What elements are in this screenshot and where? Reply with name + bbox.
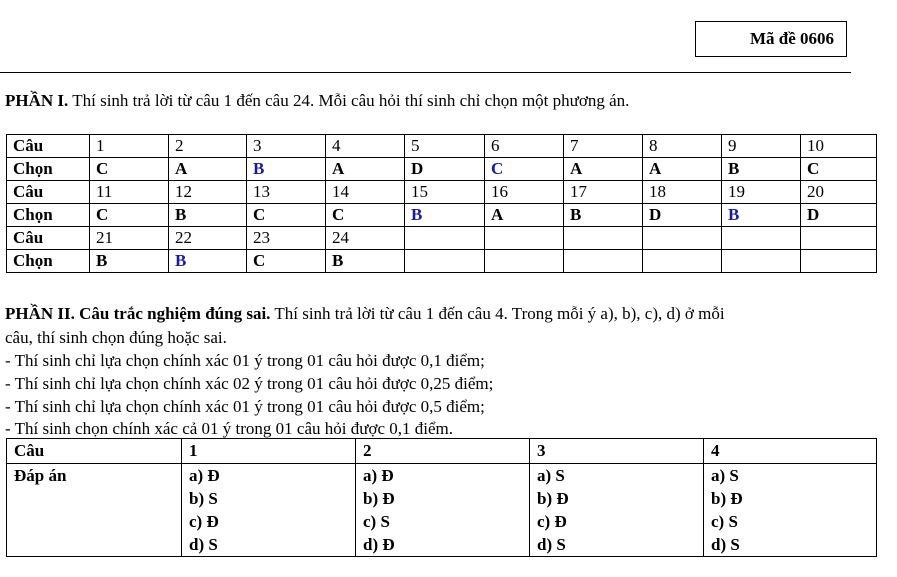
- question-number: 4: [704, 439, 877, 464]
- answer-choice: B: [722, 158, 801, 181]
- question-number: 6: [485, 135, 564, 158]
- question-number: 14: [326, 181, 405, 204]
- sub-answer: b) Đ: [537, 489, 569, 508]
- scoring-rule: - Thí sinh chọn chính xác cả 01 ý trong 01 câu hỏi được 0,1 điểm.: [5, 419, 453, 438]
- question-number: 24: [326, 227, 405, 250]
- answer-choice: B: [169, 204, 247, 227]
- question-number: 1: [90, 135, 169, 158]
- question-number: 3: [247, 135, 326, 158]
- choice-row: [7, 204, 877, 227]
- part1-title: PHẦN I.: [5, 91, 69, 110]
- answer-choice: A: [169, 158, 247, 181]
- question-number: 16: [485, 181, 564, 204]
- answer-choice: D: [643, 204, 722, 227]
- question-number: 15: [405, 181, 485, 204]
- question-number: 1: [182, 439, 356, 464]
- question-number: 8: [643, 135, 722, 158]
- question-number: 20: [801, 181, 877, 204]
- question-number: 10: [801, 135, 877, 158]
- question-number: 22: [169, 227, 247, 250]
- row-label-answer: Đáp án: [7, 464, 182, 557]
- answer-choice: C: [247, 250, 326, 273]
- sub-answer: c) Đ: [537, 512, 567, 531]
- question-number: 21: [90, 227, 169, 250]
- sub-answer: b) Đ: [363, 489, 395, 508]
- part1-answer-table: [6, 134, 877, 273]
- answer-cell: [704, 464, 877, 557]
- sub-answer: d) S: [189, 535, 218, 554]
- part1-heading: [5, 91, 629, 111]
- answer-cell: [530, 464, 704, 557]
- question-number: [722, 227, 801, 250]
- answer-choice: B: [326, 250, 405, 273]
- question-number: 3: [530, 439, 704, 464]
- answer-choice: B: [247, 158, 326, 181]
- question-number: 18: [643, 181, 722, 204]
- question-number: 12: [169, 181, 247, 204]
- row-label-question: Câu: [7, 439, 182, 464]
- answer-choice: B: [169, 250, 247, 273]
- question-number: 11: [90, 181, 169, 204]
- part2-heading: [5, 304, 725, 324]
- answer-choice: [801, 250, 877, 273]
- scoring-rule: - Thí sinh chỉ lựa chọn chính xác 01 ý trong 01 câu hỏi được 0,1 điểm;: [5, 351, 485, 370]
- answer-choice: C: [801, 158, 877, 181]
- answer-choice: C: [326, 204, 405, 227]
- answer-choice: [643, 250, 722, 273]
- question-number: [643, 227, 722, 250]
- choice-row: [7, 250, 877, 273]
- question-row: [7, 227, 877, 250]
- row-label-question: Câu: [7, 181, 90, 204]
- question-number: 5: [405, 135, 485, 158]
- answer-choice: B: [90, 250, 169, 273]
- answer-choice: [405, 250, 485, 273]
- answer-choice: D: [405, 158, 485, 181]
- exam-code: Mã đề 0606: [749, 29, 834, 48]
- sub-answer: d) S: [711, 535, 740, 554]
- question-number: 2: [356, 439, 530, 464]
- answer-choice: B: [722, 204, 801, 227]
- question-number: [485, 227, 564, 250]
- sub-answer: c) Đ: [189, 512, 219, 531]
- question-number: [564, 227, 643, 250]
- header-divider: [0, 72, 851, 73]
- row-label-choice: Chọn: [7, 250, 90, 273]
- part2-header-row: [7, 439, 877, 464]
- answer-choice: [485, 250, 564, 273]
- sub-answer: c) S: [363, 512, 390, 531]
- question-number: 2: [169, 135, 247, 158]
- answer-choice: A: [643, 158, 722, 181]
- sub-answer: a) S: [711, 466, 739, 485]
- scoring-rule: - Thí sinh chỉ lựa chọn chính xác 01 ý trong 01 câu hỏi được 0,5 điểm;: [5, 397, 485, 416]
- choice-row: [7, 158, 877, 181]
- sub-answer: b) Đ: [711, 489, 743, 508]
- answer-choice: A: [326, 158, 405, 181]
- answer-choice: B: [564, 204, 643, 227]
- sub-answer: c) S: [711, 512, 738, 531]
- answer-choice: [564, 250, 643, 273]
- sub-answer: d) Đ: [363, 535, 395, 554]
- answer-choice: C: [90, 158, 169, 181]
- row-label-choice: Chọn: [7, 158, 90, 181]
- answer-choice: B: [405, 204, 485, 227]
- answer-choice: C: [485, 158, 564, 181]
- part2-answer-row: [7, 464, 877, 557]
- question-number: [405, 227, 485, 250]
- row-label-question: Câu: [7, 135, 90, 158]
- answer-cell: [356, 464, 530, 557]
- row-label-choice: Chọn: [7, 204, 90, 227]
- answer-cell: [182, 464, 356, 557]
- answer-choice: A: [564, 158, 643, 181]
- question-row: [7, 135, 877, 158]
- part2-intro: Thí sinh trả lời từ câu 1 đến câu 4. Trong mỗi ý a), b), c), d) ở mỗi: [270, 304, 725, 323]
- part1-instruction: Thí sinh trả lời từ câu 1 đến câu 24. Mỗi câu hỏi thí sinh chỉ chọn một phương án.: [68, 91, 630, 110]
- sub-answer: d) S: [537, 535, 566, 554]
- question-number: 23: [247, 227, 326, 250]
- answer-choice: C: [247, 204, 326, 227]
- question-number: 4: [326, 135, 405, 158]
- part2-intro-continued: câu, thí sinh chọn đúng hoặc sai.: [5, 328, 227, 347]
- answer-choice: A: [485, 204, 564, 227]
- exam-code-box: [695, 21, 847, 57]
- sub-answer: b) S: [189, 489, 218, 508]
- question-number: 13: [247, 181, 326, 204]
- answer-choice: D: [801, 204, 877, 227]
- part2-title: PHẦN II. Câu trắc nghiệm đúng sai.: [5, 304, 271, 323]
- row-label-question: Câu: [7, 227, 90, 250]
- question-number: 9: [722, 135, 801, 158]
- sub-answer: a) Đ: [363, 466, 394, 485]
- sub-answer: a) S: [537, 466, 565, 485]
- question-number: 7: [564, 135, 643, 158]
- sub-answer: a) Đ: [189, 466, 220, 485]
- question-row: [7, 181, 877, 204]
- answer-choice: C: [90, 204, 169, 227]
- scoring-rule: - Thí sinh chỉ lựa chọn chính xác 02 ý trong 01 câu hỏi được 0,25 điểm;: [5, 374, 494, 393]
- question-number: 19: [722, 181, 801, 204]
- part2-answer-table: [6, 438, 877, 557]
- answer-choice: [722, 250, 801, 273]
- question-number: [801, 227, 877, 250]
- question-number: 17: [564, 181, 643, 204]
